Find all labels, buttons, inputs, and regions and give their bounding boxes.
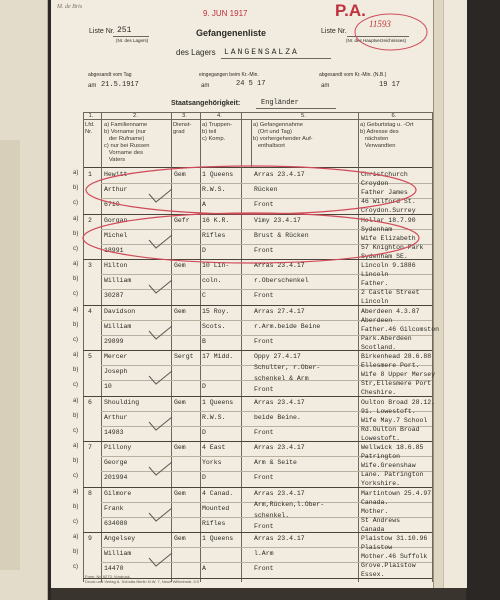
capture-info-part: Arm & Seite (254, 459, 297, 466)
am-label-2: am (201, 83, 210, 89)
birth-address-part: Plaistow 31.10.96 (361, 535, 428, 542)
birth-address-part: Scotland. (361, 343, 397, 351)
capture-info-part: r.Oberschenkel (254, 277, 309, 284)
unit-part: Mounted (202, 504, 230, 512)
prisoner-name-part: Shoulding (104, 398, 140, 406)
birth-address-part: 46 Wilford St. (361, 198, 416, 205)
row-number: 3 (88, 262, 92, 269)
birth-address-part: Wife.Greenshaw (361, 462, 416, 469)
check-mark-icon (146, 368, 176, 388)
capture-info-part: Oppy 27.4.17 (254, 353, 301, 360)
row-number: 8 (88, 489, 92, 497)
liste-nr-sub: (Nr. des Lagers) (116, 38, 149, 43)
capture-info-part: schenkel. (254, 511, 290, 519)
column-header-1: Lfd. Nr. (85, 122, 95, 135)
eingegangen-date: 24 5 17 (236, 80, 266, 88)
birth-address-part: Park.Aberdeen (361, 334, 412, 342)
unit-part: 4 Canad. (202, 489, 234, 497)
capture-info-part: Arras 23.4.17 (254, 262, 305, 269)
birth-address-part: 2 Castle Street (361, 289, 420, 296)
unit-part: Rifles (202, 519, 226, 527)
capture-info-part: Schulter, r.Ober- (254, 364, 321, 371)
prisoner-name-part: Hilton (104, 262, 128, 269)
unit-part: 1 Queens (202, 171, 234, 178)
column-header-3: Dienst- grad (173, 122, 192, 135)
capture-info-part: Arras 27.4.17 (254, 307, 305, 315)
column-number-1: 1. (88, 113, 94, 119)
birth-address-part: Father. (361, 280, 389, 287)
row-letter: a) (73, 306, 79, 313)
form-footer: Form. Nr. 9273. Vordruck. Druck und Verlag A. Sobotta Berlin N.W. 7, Neue Wilhelmstr. 2/3 (85, 574, 199, 584)
liste-nr-label: Liste Nr. (89, 28, 115, 35)
capture-info-part: Front (254, 201, 274, 208)
check-mark-icon (146, 323, 176, 343)
birth-address-part: Cheshire. (361, 389, 397, 396)
birth-address-part: Oulton Broad 28.12. (361, 398, 436, 406)
prisoner-name-part: 201994 (104, 474, 128, 481)
check-mark-icon (146, 414, 176, 434)
prisoner-name-part: Arthur (104, 413, 128, 421)
row-number: 9 (88, 535, 92, 542)
row-letter: b) (73, 367, 79, 373)
row-letter: a) (73, 443, 79, 449)
rank: Sergt (174, 353, 194, 360)
birth-address-part: Birkenhead 28.6.88 (361, 353, 432, 360)
capture-info-part: beide Beine. (254, 413, 301, 421)
column-header-4: a) Truppen- b) teil c) Komp. (202, 122, 232, 142)
check-mark-icon (146, 459, 176, 479)
des-lagers-label: des Lagers (176, 48, 216, 57)
prisoner-name-part: 14983 (104, 428, 124, 436)
birth-address-part: Patrington (361, 453, 401, 460)
unit-part: D (202, 383, 206, 390)
capture-info-part: schenkel & Arm (254, 375, 309, 382)
form-title: Gefangenenliste (196, 28, 267, 38)
row-number: 1 (88, 171, 92, 178)
row-letter: a) (73, 397, 79, 404)
unit-part: R.W.S. (202, 186, 226, 193)
capture-info-part: Arras 23.4.17 (254, 398, 305, 406)
prisoner-name-part: 29899 (104, 337, 124, 345)
am-label-1: am (88, 83, 97, 89)
birth-address-part: Lowestoft. (361, 434, 401, 442)
red-circle-annotations (76, 160, 436, 270)
staatsangehoerigkeit-value: Engländer (261, 99, 299, 107)
page-edge-right (433, 0, 443, 588)
capture-info-part: Arras 23.4.17 (254, 489, 305, 497)
abgesandt-label: abgesandt vom Tag (88, 72, 132, 78)
birth-address-part: Aberdeen 4.3.87 (361, 307, 420, 315)
row-letter: a) (73, 215, 79, 222)
capture-info-part: Arras 23.4.17 (254, 535, 305, 542)
birth-address-part: Hollar 18.7.90 (361, 216, 416, 224)
prisoner-name-part: 10 (104, 383, 112, 390)
abgesandt-right-date: 19 17 (379, 81, 401, 89)
row-letter: c) (73, 518, 78, 525)
capture-info-part: Vimy 23.4.17 (254, 216, 301, 224)
prisoner-name-part: Angelsey (104, 535, 136, 542)
rank: Gem (174, 262, 186, 269)
red-circle-liste-nr (351, 8, 431, 58)
birth-address-part: Wife Elizabeth (361, 234, 416, 242)
row-letter: b) (73, 321, 79, 328)
date-stamp: 9. JUN 1917 (203, 9, 248, 18)
prisoner-name-part: Pillony (104, 444, 132, 451)
unit-part: A (202, 201, 206, 208)
prisoner-name-part: 18991 (104, 246, 124, 254)
capture-info-part: Rücken (254, 186, 278, 193)
album-cover-tab (0, 140, 20, 570)
birth-address-part: Lincoln (361, 298, 389, 305)
unit-part: 10 Lin- (202, 262, 230, 269)
row-number: 2 (88, 216, 92, 224)
row-letter: c) (73, 382, 78, 388)
row-letter: a) (73, 170, 79, 176)
birth-address-part: Lincoln (361, 271, 389, 278)
row-letter: c) (73, 564, 78, 570)
prisoner-name-part: Frank (104, 504, 124, 512)
capture-info-part: Front (254, 337, 274, 345)
row-number: 4 (88, 307, 92, 315)
bottom-shadow (51, 588, 466, 600)
row-number: 7 (88, 444, 92, 451)
rank: Gem (174, 489, 186, 497)
row-number: 6 (88, 398, 92, 406)
unit-part: D (202, 246, 206, 254)
birth-address-part: Father James (361, 189, 408, 196)
row-letter: c) (73, 291, 78, 297)
birth-address-part: 91. Lowestoft. (361, 407, 416, 415)
row-letter: b) (73, 276, 79, 282)
rank: Gem (174, 535, 186, 542)
prisoner-name-part: Joseph (104, 368, 128, 375)
prisoner-name-part: William (104, 277, 132, 284)
unit-part: D (202, 428, 206, 436)
am-label-3: am (321, 83, 330, 89)
capture-info-part: Front (254, 386, 274, 393)
birth-address-part: Aberdeen (361, 316, 393, 324)
capture-info-part: r.Arm.beide Beine (254, 322, 321, 330)
birth-address-part: Wife May.7 School (361, 416, 428, 424)
prisoner-list-page (51, 0, 440, 588)
birth-address-part: Lincoln 9.1886 (361, 262, 416, 269)
unit-part: C (202, 292, 206, 299)
unit-part: D (202, 474, 206, 481)
birth-address-part: Wellwick 18.6.85 (361, 444, 424, 451)
prisoner-name-part: Hewitt (104, 171, 128, 178)
column-number-6: 6. (391, 113, 397, 119)
capture-info-part: Front (254, 292, 274, 299)
row-letter: c) (73, 427, 78, 434)
birth-address-part: Martintown 25.4.97 (361, 489, 432, 497)
prisoner-name-part: Gilmore (104, 489, 132, 497)
birth-address-part: Sydenham (361, 225, 393, 233)
check-mark-icon (146, 550, 176, 570)
row-letter: a) (73, 488, 79, 495)
birth-address-part: Lane. Patrington (361, 471, 424, 478)
eingegangen-label: eingegangen beim Kr.-Min. (199, 72, 259, 78)
prisoner-name-part: Davidson (104, 307, 136, 315)
next-page-edge (443, 0, 467, 588)
row-letter: c) (73, 336, 78, 343)
abgesandt-right-label: abgesandt vom Kr.-Min. (N.B.) (319, 72, 387, 78)
unit-part: B (202, 337, 206, 345)
prisoner-name-part: Mercer (104, 353, 128, 360)
capture-info-part: Arm,Rücken,l.Ober- (254, 500, 325, 508)
check-mark-icon (146, 505, 176, 525)
abgesandt-date: 21.5.1917 (101, 81, 139, 89)
prisoner-name-part: 30287 (104, 292, 124, 299)
birth-address-part: Wife 8 Upper Mersey (361, 371, 436, 378)
column-number-3: 3. (182, 113, 187, 119)
rank: Gem (174, 398, 186, 406)
row-letter: c) (73, 200, 78, 206)
prisoner-name-part: Michel (104, 231, 128, 239)
capture-info-part: l.Arm (254, 550, 274, 557)
rank: Gem (174, 307, 186, 315)
capture-info-part: Arras 23.4.17 (254, 171, 305, 178)
liste-nr-value: 251 (117, 26, 132, 35)
lager-name: LANGENSALZA (224, 48, 299, 57)
prisoner-name-part: 634080 (104, 519, 128, 527)
birth-address-part: 57 Knighton Park (361, 243, 424, 251)
capture-info-part: Front (254, 565, 274, 572)
unit-part: Yorks (202, 459, 222, 466)
column-header-5: a) Gefangennahme (Ort und Tag) b) vorhergehender Auf- enthaltsort (253, 122, 313, 149)
pa-stamp: P.A. (335, 1, 366, 20)
unit-part: 4 East (202, 444, 226, 451)
prisoner-name-part: 6710 (104, 201, 120, 208)
row-letter: b) (73, 458, 79, 464)
liste-nr-right-label: Liste Nr. (321, 28, 347, 35)
row-letter: b) (73, 230, 79, 237)
prisoner-name-part: George (104, 459, 128, 466)
unit-part: Scots. (202, 322, 226, 330)
unit-part: A (202, 565, 206, 572)
prisoner-name-part: Arthur (104, 186, 128, 193)
unit-part: coln. (202, 277, 222, 284)
pa-number: 11593 (369, 19, 391, 29)
unit-part: 1 Queens (202, 398, 234, 406)
prisoner-name-part: William (104, 550, 132, 557)
prisoner-name-part: William (104, 322, 132, 330)
column-header-2: a) Familienname b) Vorname (nur der Rufname) c) nur bei Russen Vorname des Vaters (104, 122, 150, 163)
birth-address-part: Str,Ellesmere Port (361, 380, 432, 387)
birth-address-part: Grove.Plaistow (361, 562, 416, 569)
birth-address-part: Canada. (361, 498, 389, 506)
unit-part: R.W.S. (202, 413, 226, 421)
birth-address-part: Father.46 Gilcomston (361, 325, 440, 333)
row-number: 5 (88, 353, 92, 360)
birth-address-part: Christchurch (361, 171, 408, 178)
birth-address-part: St Andrews (361, 516, 401, 524)
row-letter: b) (73, 185, 79, 191)
unit-part: 1 Queens (202, 535, 234, 542)
capture-info-part: Front (254, 428, 274, 436)
column-number-5: 5. (301, 113, 306, 119)
row-letter: b) (73, 503, 79, 510)
row-letter: a) (73, 534, 79, 540)
column-header-6: a) Geburtstag u. -Ort b) Adresse des nächsten Verwandten (360, 122, 414, 149)
row-letter: c) (73, 245, 78, 252)
column-number-4: 4. (217, 113, 222, 119)
birth-address-part: Plaistow (361, 544, 393, 551)
unit-part: Rifles (202, 231, 226, 239)
unit-part: 17 Midd. (202, 353, 234, 360)
check-mark-icon (146, 277, 176, 297)
unit-part: 15 Roy. (202, 307, 230, 315)
row-letter: c) (73, 473, 78, 479)
capture-info-part: Brust & Rücken (254, 231, 309, 239)
birth-address-part: Mother. (361, 507, 389, 515)
capture-info-part: Front (254, 522, 274, 530)
birth-address-part: Rd.Oulton Broad (361, 425, 420, 433)
prisoner-name-part: 14470 (104, 565, 124, 572)
row-letter: b) (73, 412, 79, 419)
row-letter: a) (73, 261, 79, 267)
prisoner-name-part: Gorgan (104, 216, 128, 224)
birth-address-part: Canada (361, 525, 385, 533)
birth-address-part: Yorkshire. (361, 480, 401, 487)
birth-address-part: Sydenham SE. (361, 252, 408, 260)
birth-address-part: Croydon.Surrey (361, 207, 416, 214)
row-letter: b) (73, 549, 79, 555)
row-letter: a) (73, 352, 79, 358)
column-number-2: 2. (133, 113, 138, 119)
corner-handwritten-note: M. de Bris (57, 4, 83, 10)
liste-nr-right-sub: (Nr. des Hauptverzeichnisses) (346, 38, 407, 43)
unit-part: 16 K.R. (202, 216, 230, 224)
rank: Gem (174, 171, 186, 178)
staatsangehoerigkeit-label: Staatsangehörigkeit: (171, 100, 241, 107)
birth-address-part: Essex. (361, 571, 385, 578)
capture-info-part: Arras 23.4.17 (254, 444, 305, 451)
birth-address-part: Mother.46 Suffolk (361, 553, 428, 560)
capture-info-part: Front (254, 246, 274, 254)
birth-address-part: Ellesmere Port. (361, 362, 420, 369)
capture-info-part: Front (254, 474, 274, 481)
birth-address-part: Croydon (361, 180, 389, 187)
rank: Gefr (174, 216, 190, 224)
rank: Gem (174, 444, 186, 451)
